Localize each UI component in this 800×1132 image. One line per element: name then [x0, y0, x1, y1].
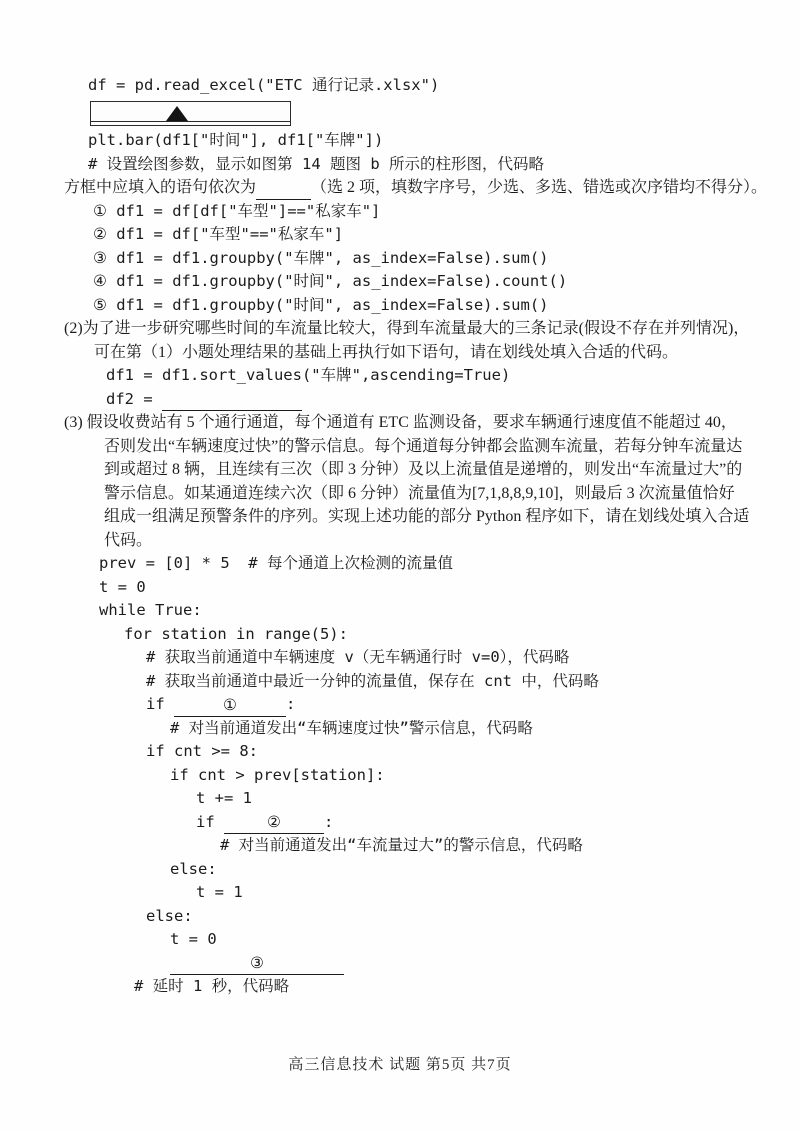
part2-paragraph-line1: (2)为了进一步研究哪些时间的车流量比较大，得到车流量最大的三条记录(假设不存在并列情况)，	[64, 320, 750, 337]
code-comment-flow-warn: # 对当前通道发出“车流量过大”的警示信息，代码略	[220, 836, 583, 854]
triangle-marker-icon	[166, 106, 188, 121]
df2-label: df2 =	[106, 389, 162, 408]
code-line-else-outer: else:	[146, 906, 193, 925]
page-footer: 高三信息技术 试题 第5页 共7页	[288, 1056, 512, 1073]
code-line-t-increment: t += 1	[196, 789, 252, 807]
code-line-read-excel: df = pd.read_excel("ETC 通行记录.xlsx")	[88, 76, 440, 94]
part3-paragraph-line4: 警示信息。如某通道连续六次（即 6 分钟）流量值为[7,1,8,8,9,10]，则最后 3 次流量值恰好	[104, 484, 735, 502]
code-line-for: for station in range(5):	[124, 624, 348, 643]
code-comment-delay: # 延时 1 秒，代码略	[134, 977, 290, 995]
part3-paragraph-line1: (3) 假设收费站有 5 个通行通道，每个通道有 ETC 监测设备，要求车辆通行速度值不能超过 40，	[64, 414, 737, 431]
if1-keyword: if	[146, 695, 174, 713]
answer-blank-df2	[162, 389, 302, 411]
option-5: ⑤ df1 = df1.groupby("时间", as_index=False).sum()	[93, 295, 549, 314]
code-line-prev: prev = [0] * 5 # 每个通道上次检测的流量值	[99, 554, 453, 572]
answer-blank-choice	[256, 178, 311, 200]
code-line-sort-values: df1 = df1.sort_values("车牌",ascending=True)	[106, 366, 511, 384]
code-line-while: while True:	[99, 601, 202, 619]
code-line-t-one: t = 1	[196, 883, 243, 901]
code-line-plt-bar: plt.bar(df1["时间"], df1["车牌"])	[88, 131, 384, 149]
option-3: ③ df1 = df1.groupby("车牌", as_index=False).sum()	[93, 248, 549, 267]
question-prompt-post: （选 2 项，填数字序号，少选、多选、错选或次序错均不得分）。	[311, 179, 768, 196]
code-line-if-blank-2	[196, 811, 800, 835]
blank2-number: ②	[267, 813, 281, 831]
code-line-if-blank-1	[146, 693, 800, 717]
answer-blank-2	[224, 812, 324, 834]
code-comment-speed: # 获取当前通道中车辆速度 v（无车辆通行时 v=0），代码略	[146, 648, 570, 666]
fill-box-baseline	[91, 121, 290, 122]
code-line-else-inner: else:	[170, 859, 217, 878]
blank1-number: ①	[223, 695, 237, 714]
code-line-df2	[106, 388, 800, 412]
code-line-if-cnt: if cnt >= 8:	[146, 742, 258, 760]
part3-paragraph-line3: 到或超过 8 辆，且连续有三次（即 3 分钟）及以上流量值是递增的，则发出“车流量过大”的	[104, 461, 743, 478]
part2-paragraph-line2: 可在第（1）小题处理结果的基础上再执行如下语句，请在划线处填入合适的代码。	[94, 343, 679, 361]
code-line-plot-comment: # 设置绘图参数，显示如图第 14 题图 b 所示的柱形图，代码略	[88, 154, 544, 173]
code-line-t-init: t = 0	[99, 577, 146, 596]
code-comment-cnt: # 获取当前通道中最近一分钟的流量值，保存在 cnt 中，代码略	[146, 671, 599, 690]
part3-paragraph-line2: 否则发出“车辆速度过快”的警示信息。每个通道每分钟都会监测车流量，若每分钟车流量达	[104, 437, 743, 455]
if2-keyword: if	[196, 812, 224, 831]
code-fill-box	[90, 101, 291, 126]
question-prompt-pre: 方框中应填入的语句依次为	[64, 179, 257, 196]
question-prompt	[64, 176, 800, 200]
code-comment-speed-warn: # 对当前通道发出“车辆速度过快”警示信息，代码略	[170, 718, 533, 737]
code-line-blank-3	[170, 952, 800, 976]
if2-colon: :	[324, 812, 334, 831]
code-line-if-prev: if cnt > prev[station]:	[170, 765, 385, 784]
answer-blank-1	[174, 695, 286, 717]
option-4: ④ df1 = df1.groupby("时间", as_index=False).count()	[93, 272, 568, 290]
blank3-number: ③	[250, 954, 264, 972]
part3-paragraph-line6: 代码。	[104, 531, 153, 549]
if1-colon: :	[286, 695, 296, 713]
option-1: ① df1 = df[df["车型"]=="私家车"]	[93, 201, 381, 220]
code-line-t-zero: t = 0	[170, 930, 217, 948]
part3-paragraph-line5: 组成一组满足预警条件的序列。实现上述功能的部分 Python 程序如下，请在划线处填入合适	[104, 508, 750, 525]
option-2: ② df1 = df["车型"=="私家车"]	[93, 225, 344, 243]
answer-blank-3	[170, 953, 344, 975]
